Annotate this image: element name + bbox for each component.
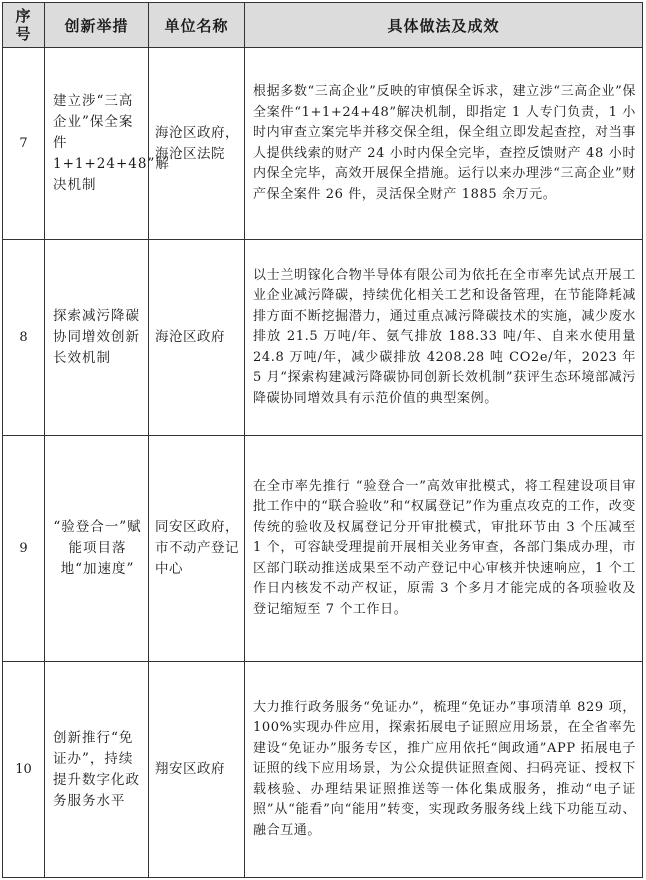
measure-cell: 创新推行“免证办”，持续提升数字化政务服务水平: [45, 662, 149, 878]
unit-cell: 海沧区政府: [149, 240, 245, 436]
measures-table: [2, 2, 643, 878]
table-row: [3, 48, 643, 240]
practice-cell: 在全市率先推行 “验登合一”高效审批模式，将工程建设项目审批工作中的“联合验收”和“权属登记”作为重点攻克的工作，改变传统的验收及权属登记分开审批模式，审批环节由 3 个压减至 1 个，可容缺受理提前开展相关业务审查，各部门集成办理，市区部门联动推送成果至不动产登记中心审核并快速响应，1 个工作日内核发不动产权证，原需 3 个多月才能完成的各项验收及登记缩短至 7 个工作日。: [245, 436, 643, 662]
practice-cell: 以士兰明镓化合物半导体有限公司为依托在全市率先试点开展工业企业减污降碳，持续优化相关工艺和设备管理，在节能降耗减排方面不断挖掘潜力，通过重点减污降碳技术的实施，减少废水排放 21.5 万吨/年、氨气排放 188.33 吨/年、自来水使用量 24.8 万吨/年，减少碳排放 4208.28 吨 CO2e/年，2023 年 5 月“探索构建减污降碳协同创新长效机制”获评生态环境部减污降碳协同增效具有示范价值的典型案例。: [245, 240, 643, 436]
header-practice: 具体做法及成效: [245, 3, 643, 48]
header-measure: 创新举措: [45, 3, 149, 48]
unit-cell: 翔安区政府: [149, 662, 245, 878]
unit-cell: 海沧区政府，海沧区法院: [149, 48, 245, 240]
table-body: [3, 48, 643, 878]
row-number: 9: [3, 436, 45, 662]
table-row: [3, 662, 643, 878]
measure-cell: “验登合一”赋能项目落地“加速度”: [45, 436, 149, 662]
header-no-line1: 序: [15, 7, 32, 25]
unit-cell: 同安区政府，市不动产登记中心: [149, 436, 245, 662]
table-row: [3, 240, 643, 436]
row-number: 10: [3, 662, 45, 878]
measure-cell: 探索减污降碳协同增效创新长效机制: [45, 240, 149, 436]
row-number: 7: [3, 48, 45, 240]
row-number: 8: [3, 240, 45, 436]
table-header: [3, 3, 643, 48]
header-row: [3, 3, 643, 48]
practice-cell: 根据多数“三高企业”反映的审慎保全诉求，建立涉“三高企业”保全案件“1+1+24+48”解决机制，即指定 1 人专门负责，1 小时内审查立案完毕并移交保全组，保全组立即发起查控，对当事人提供线索的财产 24 小时内保全完毕，查控反馈财产 48 小时内保全完毕，高效开展保全措施。运行以来办理涉“三高企业”财产保全案件 26 件，灵活保全财产 1885 余万元。: [245, 48, 643, 240]
table-row: [3, 436, 643, 662]
header-no-line2: 号: [15, 25, 32, 43]
header-unit: 单位名称: [149, 3, 245, 48]
measure-cell: 建立涉“三高企业”保全案件 1+1+24+48”解决机制: [45, 48, 149, 240]
header-no: [3, 3, 45, 48]
practice-cell: 大力推行政务服务“免证办”，梳理“免证办”事项清单 829 项，100%实现办件应用，探索拓展电子证照应用场景，在全省率先建设“免证办”服务专区，推广应用依托“闽政通”APP 拓展电子证照的线下应用场景，为公众提供证照查阅、扫码亮证、授权下载核验、办理结果证照推送等一体化集成服务，推动“电子证照”从“能看”向“能用”转变，实现政务服务线上线下功能互动、融合互通。: [245, 662, 643, 878]
